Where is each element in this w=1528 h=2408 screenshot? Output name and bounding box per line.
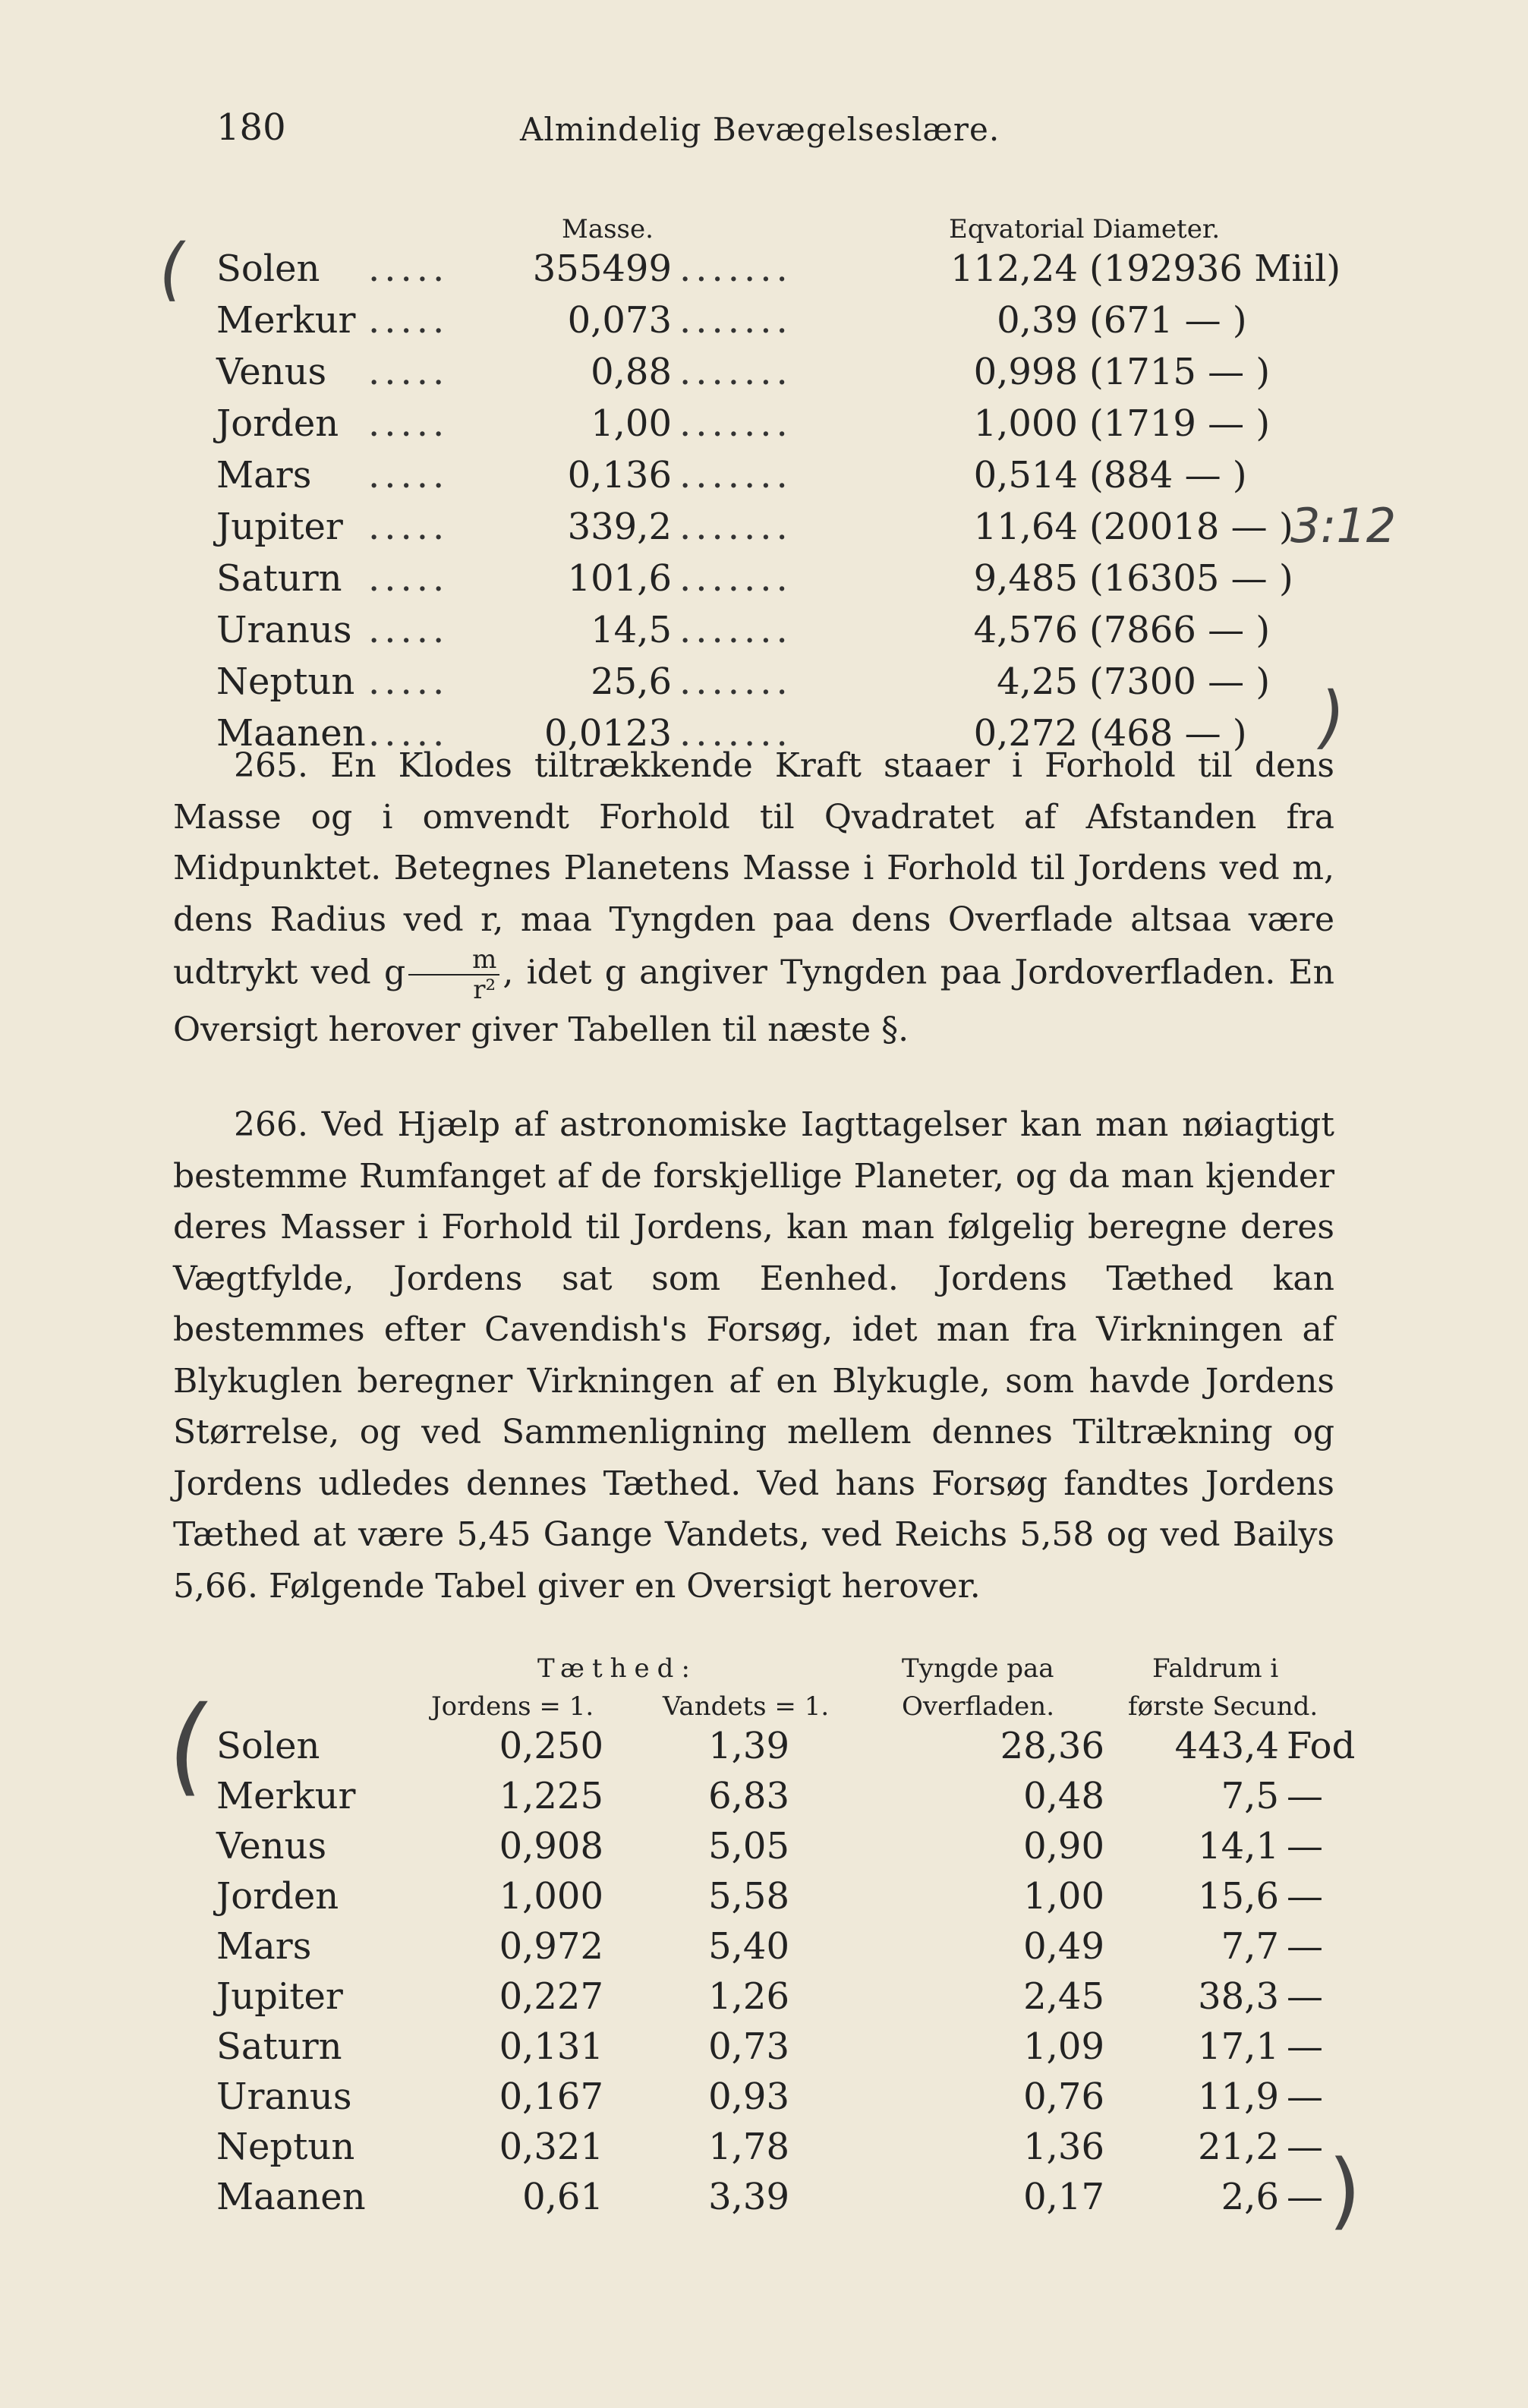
density-earth: 0,167 <box>499 2075 603 2118</box>
planet-mass: 0,073 <box>567 299 672 342</box>
planet-diameter-miles: (1719 — ) <box>1089 402 1271 445</box>
leader-dots: ....... <box>679 299 792 342</box>
planet-diameter: 4,576 <box>973 609 1078 651</box>
page-number: 180 <box>216 106 286 149</box>
leader-dots: ..... <box>368 609 449 651</box>
density-earth: 0,321 <box>499 2126 603 2168</box>
formula-denominator: r² <box>473 975 496 1005</box>
planet-diameter-miles: (1715 — ) <box>1089 351 1271 393</box>
leader-dots: ....... <box>679 712 792 755</box>
leader-dots: ....... <box>679 506 792 548</box>
planet-diameter: 11,64 <box>973 506 1078 548</box>
planet-mass: 339,2 <box>567 506 672 548</box>
table1-row <box>216 402 1325 452</box>
planet-diameter: 1,000 <box>973 402 1078 445</box>
density-water: 6,83 <box>708 1775 789 1817</box>
table1-header <box>175 214 1313 252</box>
fall-distance: 14,1 <box>1198 1825 1279 1867</box>
planet-mass: 25,6 <box>591 660 672 703</box>
table1-row <box>216 506 1325 556</box>
density-earth: 1,000 <box>499 1875 603 1918</box>
leader-dots: ....... <box>679 247 792 290</box>
planet-diameter-miles: (884 — ) <box>1089 454 1247 496</box>
density-water: 5,05 <box>708 1825 789 1867</box>
pencil-margin-note: 3:12 <box>1290 498 1397 553</box>
table1-row <box>216 609 1325 659</box>
table2-header-water: Vandets = 1. <box>663 1691 830 1722</box>
planet-name: Maanen <box>216 2176 366 2218</box>
paragraph-265 <box>173 740 1334 1056</box>
fall-distance: 7,5 <box>1221 1775 1279 1817</box>
planet-name: Mars <box>216 1925 312 1968</box>
surface-gravity: 0,48 <box>1023 1775 1104 1817</box>
planet-name: Solen <box>216 247 320 290</box>
surface-gravity: 2,45 <box>1023 1975 1104 2018</box>
leader-dots: ....... <box>679 454 792 496</box>
planet-name: Jupiter <box>216 506 343 548</box>
paragraph-265-text-cont: , idet g angiver Tyngden paa Jordoverfladen. En Oversigt herover giver Tabellen til næste §. <box>173 953 1334 1049</box>
table2-header-fall-1: Faldrum i <box>1152 1653 1279 1684</box>
leader-dots: ....... <box>679 402 792 445</box>
surface-gravity: 0,17 <box>1023 2176 1104 2218</box>
planet-diameter-miles: (468 — ) <box>1089 712 1247 755</box>
fall-unit: — <box>1287 1925 1323 1968</box>
fall-unit: Fod <box>1287 1725 1356 1767</box>
planet-name: Merkur <box>216 1775 356 1817</box>
table2-row <box>216 1925 1355 1975</box>
planet-name: Venus <box>216 351 327 393</box>
density-earth: 0,227 <box>499 1975 603 2018</box>
leader-dots: ....... <box>679 351 792 393</box>
table1-row <box>216 660 1325 711</box>
planet-name: Venus <box>216 1825 327 1867</box>
leader-dots: ..... <box>368 402 449 445</box>
fall-distance: 443,4 <box>1174 1725 1279 1767</box>
table2-row <box>216 1775 1355 1825</box>
table2-header-fall-2: første Secund. <box>1128 1691 1318 1722</box>
pencil-bracket-left-icon: ( <box>152 229 194 309</box>
fall-unit: — <box>1287 1825 1323 1867</box>
fall-unit: — <box>1287 2025 1323 2068</box>
table2-header-gravity-1: Tyngde paa <box>902 1653 1054 1684</box>
fall-unit: — <box>1287 1975 1323 2018</box>
table2-header-gravity-2: Overfladen. <box>902 1691 1054 1722</box>
density-earth: 0,61 <box>522 2176 603 2218</box>
table2-row <box>216 2126 1355 2176</box>
planet-name: Saturn <box>216 557 342 600</box>
planet-mass: 101,6 <box>567 557 672 600</box>
table1-row <box>216 299 1325 349</box>
density-earth: 0,972 <box>499 1925 603 1968</box>
density-water: 3,39 <box>708 2176 789 2218</box>
planet-mass: 0,88 <box>591 351 672 393</box>
table1-header-diameter: Eqvatorial Diameter. <box>949 214 1221 244</box>
paragraph-266-text: 266. Ved Hjælp af astronomiske Iagttagelser kan man nøiagtigt bestemme Rumfanget af de forskjellige Planeter, og da man kjender deres Masser i Forhold til Jordens, kan man følgelig beregne deres Vægtfylde, Jordens sat som Eenhed. Jordens Tæthed kan bestemmes efter Cavendish's Forsøg, idet man fra Virkningen af Blykuglen beregner Virkningen af en Blykugle, som havde Jordens Størrelse, og ved Sammenligning mellem dennes Tiltrækning og Jordens udledes dennes Tæthed. Ved hans Forsøg fandtes Jordens Tæthed at være 5,45 Gange Vandets, ved Reichs 5,58 og ved Bailys 5,66. Følgende Tabel giver en Oversigt herover. <box>173 1105 1334 1606</box>
planet-name: Maanen <box>216 712 366 755</box>
gravity-formula <box>408 945 499 1004</box>
fall-unit: — <box>1287 2176 1323 2218</box>
table2-row <box>216 2075 1355 2126</box>
pencil-bracket-right-icon: ) <box>1309 677 1351 757</box>
planet-diameter-miles: (7300 — ) <box>1089 660 1271 703</box>
fall-distance: 2,6 <box>1221 2176 1279 2218</box>
density-water: 1,39 <box>708 1725 789 1767</box>
leader-dots: ..... <box>368 299 449 342</box>
fall-unit: — <box>1287 2126 1323 2168</box>
density-water: 5,58 <box>708 1875 789 1918</box>
leader-dots: ....... <box>679 557 792 600</box>
density-water: 5,40 <box>708 1925 789 1968</box>
table2-row <box>216 1875 1355 1925</box>
surface-gravity: 28,36 <box>1000 1725 1104 1767</box>
density-water: 1,26 <box>708 1975 789 2018</box>
surface-gravity: 1,36 <box>1023 2126 1104 2168</box>
planet-name: Uranus <box>216 2075 352 2118</box>
pencil-bracket-left-icon: ( <box>159 1684 219 1808</box>
density-earth: 1,225 <box>499 1775 603 1817</box>
table1-row <box>216 247 1341 298</box>
surface-gravity: 0,90 <box>1023 1825 1104 1867</box>
table2-row <box>216 1975 1355 2025</box>
fall-unit: — <box>1287 2075 1323 2118</box>
leader-dots: ....... <box>679 660 792 703</box>
planet-diameter-miles: (671 — ) <box>1089 299 1247 342</box>
surface-gravity: 0,76 <box>1023 2075 1104 2118</box>
planet-name: Saturn <box>216 2025 342 2068</box>
leader-dots: ..... <box>368 712 449 755</box>
fall-distance: 21,2 <box>1198 2126 1279 2168</box>
planet-diameter: 4,25 <box>997 660 1078 703</box>
surface-gravity: 1,00 <box>1023 1875 1104 1918</box>
leader-dots: ..... <box>368 557 449 600</box>
fall-distance: 38,3 <box>1198 1975 1279 2018</box>
density-earth: 0,250 <box>499 1725 603 1767</box>
formula-numerator: m <box>408 945 499 975</box>
leader-dots: ..... <box>368 506 449 548</box>
leader-dots: ..... <box>368 247 449 290</box>
paragraph-266 <box>173 1099 1334 1612</box>
fall-distance: 17,1 <box>1198 2025 1279 2068</box>
table1-row <box>216 454 1325 504</box>
density-earth: 0,908 <box>499 1825 603 1867</box>
table1-row <box>216 351 1325 401</box>
table1-header-mass: Masse. <box>562 214 654 244</box>
density-earth: 0,131 <box>499 2025 603 2068</box>
planet-diameter: 0,39 <box>997 299 1078 342</box>
page-header <box>216 106 1355 167</box>
planet-name: Neptun <box>216 2126 355 2168</box>
planet-mass: 1,00 <box>591 402 672 445</box>
planet-diameter: 112,24 <box>950 247 1078 290</box>
table2-header-earth: Jordens = 1. <box>431 1691 594 1722</box>
surface-gravity: 1,09 <box>1023 2025 1104 2068</box>
fall-distance: 7,7 <box>1221 1925 1279 1968</box>
planet-name: Uranus <box>216 609 352 651</box>
planet-name: Merkur <box>216 299 356 342</box>
planet-name: Jorden <box>216 1875 339 1918</box>
table2-row <box>216 1725 1355 1775</box>
table2-row <box>216 1825 1355 1875</box>
planet-diameter-miles: (16305 — ) <box>1089 557 1293 600</box>
planet-diameter-miles: (192936 Miil) <box>1089 247 1341 290</box>
planet-diameter: 0,272 <box>973 712 1078 755</box>
density-water: 0,93 <box>708 2075 789 2118</box>
table2-row <box>216 2025 1355 2075</box>
leader-dots: ..... <box>368 660 449 703</box>
planet-name: Neptun <box>216 660 355 703</box>
planet-name: Mars <box>216 454 312 496</box>
paragraph-265-text: 265. En Klodes tiltrækkende Kraft staaer i Forhold til dens Masse og i omvendt Forhold til Qvadratet af Afstanden fra Midpunktet. Betegnes Planetens Masse i Forhold til Jordens ved m, dens Radius ved r, maa Tyngden paa dens Overflade altsaa være udtrykt ved g <box>173 746 1334 992</box>
fall-unit: — <box>1287 1875 1323 1918</box>
density-water: 1,78 <box>708 2126 789 2168</box>
planet-diameter-miles: (20018 — ) <box>1089 506 1293 548</box>
fall-distance: 15,6 <box>1198 1875 1279 1918</box>
table1-row <box>216 557 1325 607</box>
running-title: Almindelig Bevægelseslære. <box>520 111 1000 148</box>
leader-dots: ..... <box>368 454 449 496</box>
planet-diameter-miles: (7866 — ) <box>1089 609 1271 651</box>
planet-diameter: 0,998 <box>973 351 1078 393</box>
fall-unit: — <box>1287 1775 1323 1817</box>
planet-name: Jorden <box>216 402 339 445</box>
leader-dots: ..... <box>368 351 449 393</box>
planet-mass: 0,0123 <box>544 712 672 755</box>
planet-name: Solen <box>216 1725 320 1767</box>
planet-mass: 14,5 <box>591 609 672 651</box>
table2-header-density: Tæthed: <box>537 1653 698 1684</box>
density-water: 0,73 <box>708 2025 789 2068</box>
leader-dots: ....... <box>679 609 792 651</box>
fall-distance: 11,9 <box>1198 2075 1279 2118</box>
table2-row <box>216 2176 1355 2226</box>
planet-diameter: 0,514 <box>973 454 1078 496</box>
pencil-bracket-right-icon: ) <box>1328 2142 1361 2239</box>
planet-mass: 0,136 <box>567 454 672 496</box>
surface-gravity: 0,49 <box>1023 1925 1104 1968</box>
planet-diameter: 9,485 <box>973 557 1078 600</box>
planet-name: Jupiter <box>216 1975 343 2018</box>
planet-mass: 355499 <box>532 247 672 290</box>
